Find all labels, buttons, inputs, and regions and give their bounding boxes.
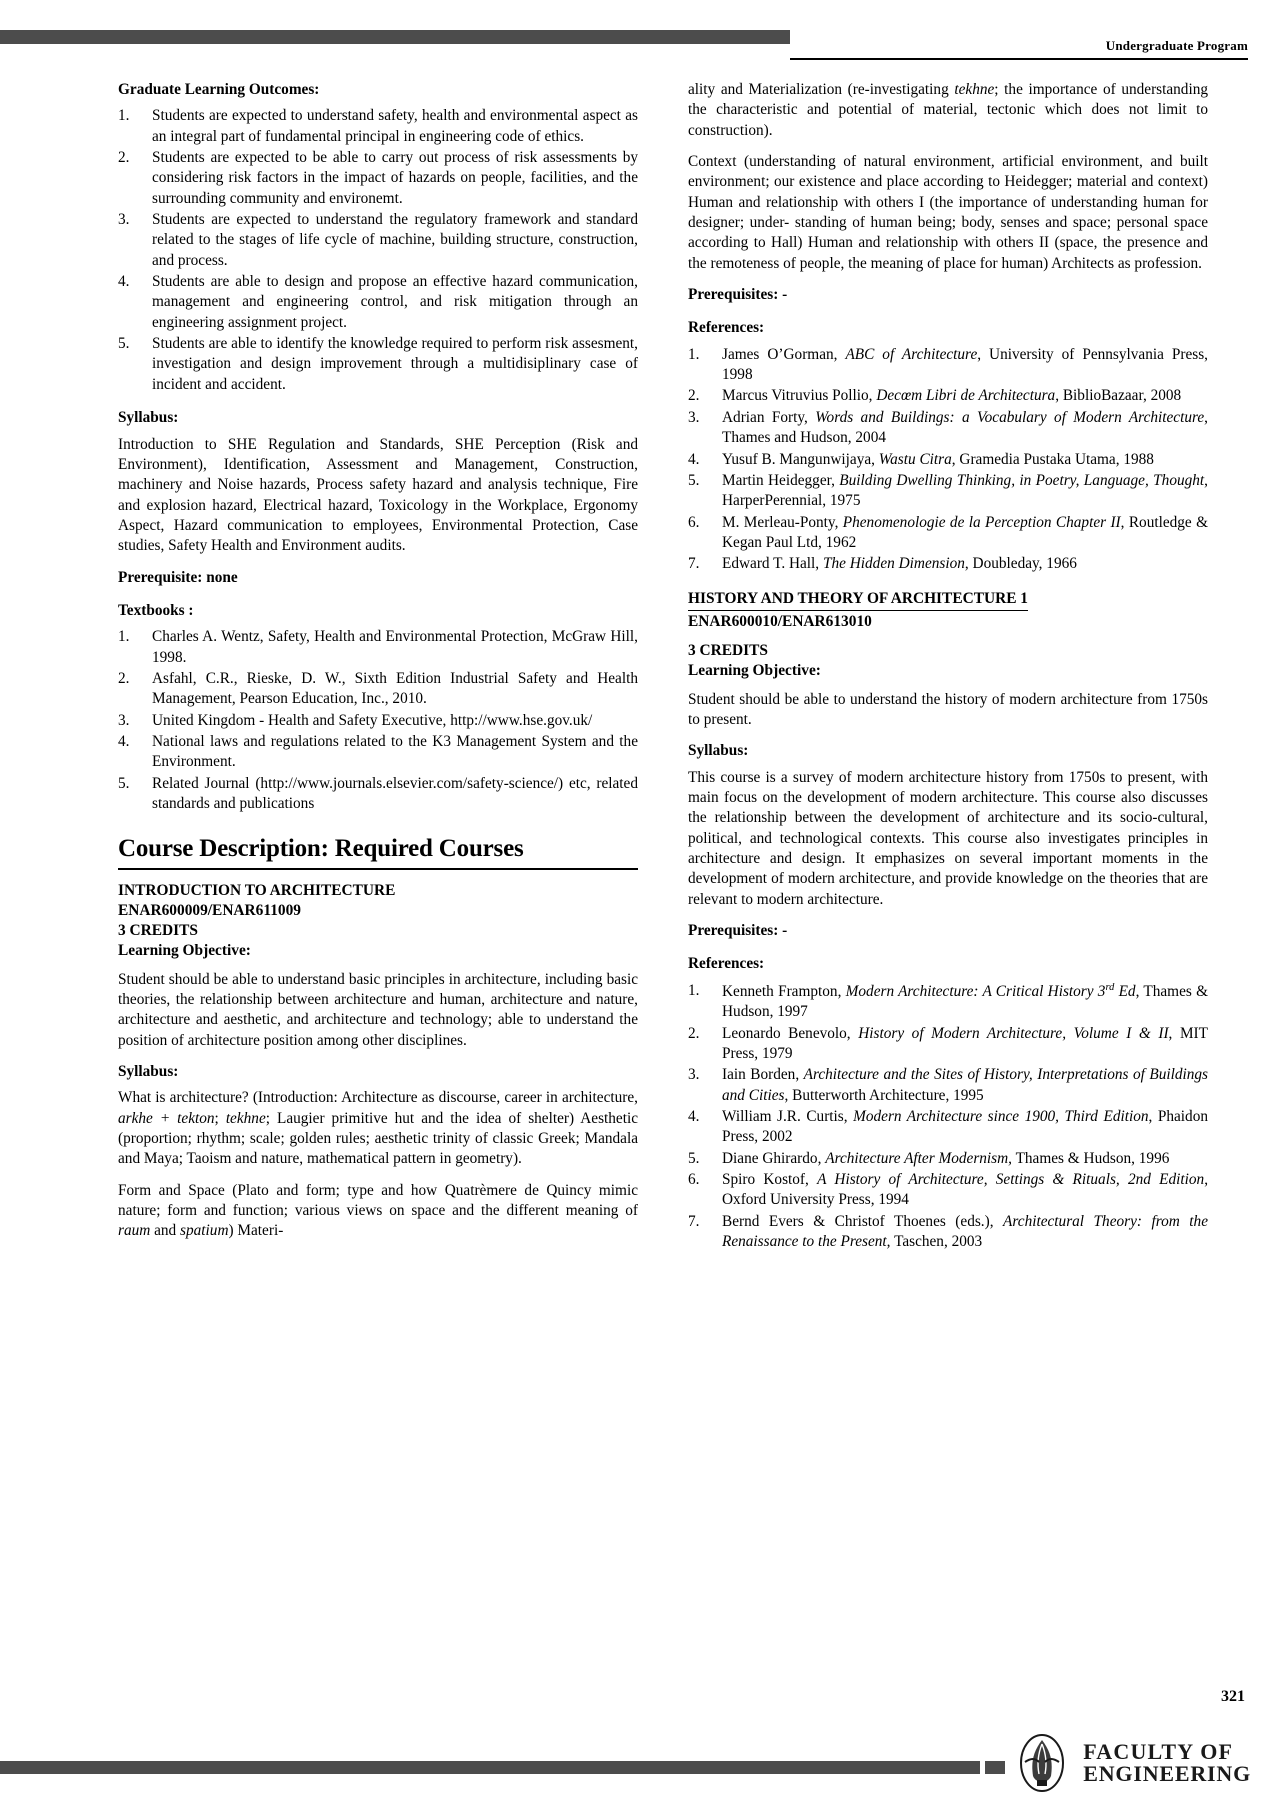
syllabus-text: Introduction to SHE Regulation and Standards, SHE Perception (Risk and Environment), Identification, Assessment and Management, Construction, machinery and Noise hazards, Process safety hazard and analysis technique, Fire and explosion hazard, Electrical hazard, Toxicology in the Workplace, Ergonomy Aspect, Hazard communication to employees, Environmental Protection, Case studies, Safety Health and Environment audits. — [118, 435, 638, 555]
text-run: Yusuf B. Mangunwijaya, — [722, 450, 879, 468]
list-item: Students are expected to understand safety, health and environmental aspect as an integral part of fundamental principal in engineering code of ethics. — [152, 107, 638, 145]
text-run: , HarperPerennial, 1975 — [722, 471, 1208, 510]
text-run: Form and Space (Plato and form; type and how Quatrèmere de Quincy mimic nature; form and function; various views on space and the different meaning of — [118, 1181, 638, 1220]
list-item: Students are expected to understand the regulatory framework and standard related to the stages of life cycle of machine, building structure, construction, and process. — [152, 211, 638, 269]
header-band-left — [0, 30, 790, 44]
text-run-italic: Modern Architecture since 1900, Third Edition — [853, 1107, 1149, 1125]
graduate-learning-outcomes-heading: Graduate Learning Outcomes: — [118, 81, 320, 98]
textbooks-heading: Textbooks : — [118, 601, 194, 619]
makara-emblem-icon — [1011, 1732, 1073, 1794]
syllabus-heading: Syllabus: — [118, 1063, 179, 1081]
text-run: Spiro Kostof, — [722, 1170, 818, 1188]
text-run: , BiblioBazaar, 2008 — [1055, 387, 1182, 405]
faculty-logo — [1011, 1732, 1251, 1794]
list-item: Asfahl, C.R., Rieske, D. W., Sixth Edition Industrial Safety and Health Management, Pearson Education, Inc., 2010. — [152, 669, 638, 708]
text-run-italic: tekhne — [225, 1109, 266, 1127]
text-run: , Butterworth Architecture, 1995 — [784, 1086, 984, 1104]
list-item — [688, 1149, 1208, 1169]
text-run: M. Merleau-Ponty, — [722, 513, 843, 531]
prerequisites-heading: Prerequisites: - — [688, 286, 788, 304]
footer-band — [0, 1761, 980, 1774]
list-item — [688, 1024, 1208, 1065]
text-run-italic: The Hidden Dimension — [822, 555, 965, 573]
list-item — [688, 554, 1208, 574]
course-title: INTRODUCTION TO ARCHITECTURE — [118, 881, 396, 899]
list-item — [688, 450, 1208, 470]
header-band-divider — [0, 44, 790, 47]
text-run: Marcus Vitruvius Pollio, — [722, 387, 877, 405]
faculty-logo-line1: FACULTY OF — [1083, 1738, 1234, 1764]
list-item — [688, 1107, 1208, 1148]
text-run: Martin Heidegger, — [722, 471, 840, 489]
text-run: ) Materi- — [228, 1222, 284, 1240]
text-run: , Thames and Hudson, 2004 — [722, 408, 1208, 447]
list-item — [688, 386, 1208, 406]
text-run-italic: Phenomenologie de la Perception Chapter II — [842, 513, 1121, 531]
text-run: Thames & Hudson, 1996 — [1012, 1149, 1170, 1167]
learning-objective-heading: Learning Objective: — [118, 941, 251, 959]
page-number: 321 — [1221, 1688, 1245, 1705]
text-run-italic: History of Modern Architecture, Volume I & II — [858, 1024, 1169, 1042]
graduate-learning-outcomes-list — [118, 106, 638, 395]
list-item: Students are able to design and propose an effective hazard communication, management and engineering control, and risk mitigation through an engineering assignment project. — [152, 273, 638, 331]
prerequisites-heading: Prerequisites: - — [688, 922, 788, 940]
list-item — [688, 513, 1208, 554]
running-header-title: Undergraduate Program — [1105, 38, 1248, 53]
continued-paragraph — [688, 80, 1208, 141]
list-item — [688, 1170, 1208, 1211]
list-item: Charles A. Wentz, Safety, Health and Environmental Protection, McGraw Hill, 1998. — [152, 628, 638, 666]
learning-objective-text: Student should be able to understand the history of modern architecture from 1750s to present. — [688, 690, 1208, 728]
text-run: ality and Materialization (re-investigating — [688, 81, 955, 98]
learning-objective-text: Student should be able to understand basic principles in architecture, including basic theories, the relationship between architecture and human, architecture and nature, architecture and aesthetic, and architecture and technology; able to understand the position of architecture position among other disciplines. — [118, 970, 638, 1049]
text-run: , University of Pennsylvania Press, 1998 — [722, 345, 1208, 384]
text-run: Adrian Forty, — [722, 408, 816, 426]
references-heading: References: — [688, 955, 765, 973]
syllabus-paragraph-1 — [118, 1088, 638, 1169]
course-credits: 3 CREDITS — [118, 921, 198, 939]
context-paragraph: Context (understanding of natural environment, artificial environment, and built environment; our existence and place according to Heidegger; material and context) Human and relationship with others I (the importance of understanding human for designer; under- standing of human being; body, senses and space; personal space according to Hall) Human and relationship with others II (space, the presence and the remoteness of people, the meaning of place for human) Architects as profession. — [688, 153, 1208, 272]
list-item — [688, 471, 1208, 512]
text-run-italic: ABC of Architecture — [845, 345, 978, 363]
list-item: United Kingdom - Health and Safety Executive, http://www.hse.gov.uk/ — [152, 711, 593, 729]
text-run: What is architecture? (Introduction: Architecture as discourse, career in architecture, — [118, 1089, 638, 1107]
text-run: , MIT Press, 1979 — [722, 1024, 1208, 1062]
text-run-italic: Architecture and the Sites of History, Interpretations of Buildings and Cities — [722, 1066, 1208, 1104]
text-run: Bernd Evers & Christof Thoenes (eds.), — [722, 1212, 1004, 1230]
list-item — [688, 345, 1208, 386]
text-run: , Gramedia Pustaka Utama, 1988 — [951, 450, 1154, 468]
syllabus-text: This course is a survey of modern architecture history from 1750s to present, with main focus on the development of modern architecture. This course also discusses the relationship between the development of architecture and its socio-cultural, political, and technological contexts. This course also investigates principles in architecture and design. It emphasizes on several important moments in the development of modern architecture, and provide knowledge on the theories that are relevant to modern architecture. — [688, 768, 1208, 908]
text-run: Kenneth Frampton, — [722, 982, 846, 1000]
text-run: Taschen, 2003 — [890, 1232, 983, 1250]
list-item — [688, 1212, 1208, 1253]
references-heading: References: — [688, 319, 765, 337]
text-run: , Thames & Hudson, 1997 — [722, 982, 1208, 1021]
syllabus-paragraph-2 — [118, 1181, 638, 1242]
list-item: Related Journal (http://www.journals.elsevier.com/safety-science/) etc, related standards and publications — [152, 774, 638, 812]
prerequisite-heading: Prerequisite: none — [118, 568, 238, 586]
text-run: James O’Gorman, — [722, 345, 846, 363]
text-run: Modern Architecture: A Critical History 3 — [845, 982, 1106, 1000]
learning-objective-heading: Learning Objective: — [688, 661, 821, 679]
textbooks-list — [118, 627, 638, 814]
text-run: ; Laugier primitive hut and the idea of shelter) Aesthetic (proportion; rhythm; scale; golden rules; aesthetic trinity of classic Greek; Mandala and Maya; Taoism and nature, mathematical pattern in geometry). — [118, 1109, 638, 1168]
text-run-italic: Architectural Theory: from the Renaissance to the Present, — [722, 1212, 1209, 1250]
text-run: , Oxford University Press, 1994 — [722, 1170, 1209, 1209]
section-title: Course Description: Required Courses — [118, 835, 524, 863]
course-code: ENAR600010/ENAR613010 — [688, 612, 872, 630]
text-run-superscript: rd — [1105, 981, 1115, 993]
text-run-italic: Words and Buildings: a Vocabulary of Modern Architecture — [815, 408, 1205, 426]
text-run: and — [150, 1222, 181, 1240]
text-run: Ed — [1114, 982, 1136, 1000]
text-run-italic — [846, 983, 1136, 1000]
course-code: ENAR600009/ENAR611009 — [118, 901, 301, 919]
syllabus-heading: Syllabus: — [118, 409, 179, 427]
references-list — [688, 345, 1208, 575]
text-run: Diane Ghirardo, — [722, 1149, 826, 1167]
course-credits: 3 CREDITS — [688, 641, 768, 659]
left-column — [118, 80, 638, 1253]
text-run-italic: A History of Architecture, Settings & Rituals, 2nd Edition — [817, 1170, 1205, 1188]
text-run: William J.R. Curtis, — [722, 1107, 854, 1125]
text-run-italic: arkhe + tekton — [118, 1109, 215, 1127]
text-run: ; — [214, 1109, 226, 1127]
text-run-italic: tekhne — [954, 81, 995, 98]
list-item — [688, 1065, 1208, 1106]
text-run: , Phaidon Press, 2002 — [722, 1107, 1209, 1146]
text-run-italic: Architecture After Modernism, — [825, 1149, 1013, 1167]
text-run-italic: spatium — [180, 1222, 229, 1240]
list-item — [688, 408, 1208, 449]
course-title: HISTORY AND THEORY OF ARCHITECTURE 1 — [688, 589, 1028, 611]
text-run-italic: Wastu Citra — [878, 450, 952, 468]
list-item: Students are expected to be able to carry out process of risk assessments by considering risk factors in the impact of hazards on people, facilities, and the surrounding community and environemt. — [152, 149, 638, 207]
list-item: Students are able to identify the knowledge required to perform risk assesment, investigation and design improvement through a multidisiplinary case of incident and accident. — [152, 335, 638, 393]
references-list — [688, 981, 1208, 1253]
list-item: National laws and regulations related to the K3 Management System and the Environment. — [152, 732, 638, 771]
course-description-section — [118, 832, 638, 869]
list-item — [688, 981, 1208, 1023]
faculty-logo-line2: ENGINEERING — [1083, 1761, 1251, 1786]
text-run: , Routledge & Kegan Paul Ltd, 1962 — [722, 513, 1208, 551]
syllabus-heading: Syllabus: — [688, 742, 749, 760]
text-run-italic: Building Dwelling Thinking, in Poetry, Language, Thought — [839, 471, 1205, 489]
text-run: , Doubleday, 1966 — [964, 555, 1077, 573]
right-column — [688, 80, 1208, 1263]
text-run: Iain Borden, — [722, 1066, 804, 1084]
text-run-italic: raum — [118, 1222, 151, 1240]
course2-block — [688, 589, 1208, 1253]
text-run-italic: Decœm Libri de Architectura — [876, 387, 1056, 405]
text-run: Leonardo Benevolo, — [722, 1024, 859, 1042]
header-rule — [790, 58, 1248, 60]
text-run: ; the importance of understanding the characteristic and potential of material, tectonic which does not limit to construction). — [688, 81, 1209, 139]
faculty-logo-text — [1083, 1738, 1251, 1786]
text-run: Edward T. Hall, — [722, 555, 823, 573]
footer-band-segment — [985, 1761, 1005, 1774]
